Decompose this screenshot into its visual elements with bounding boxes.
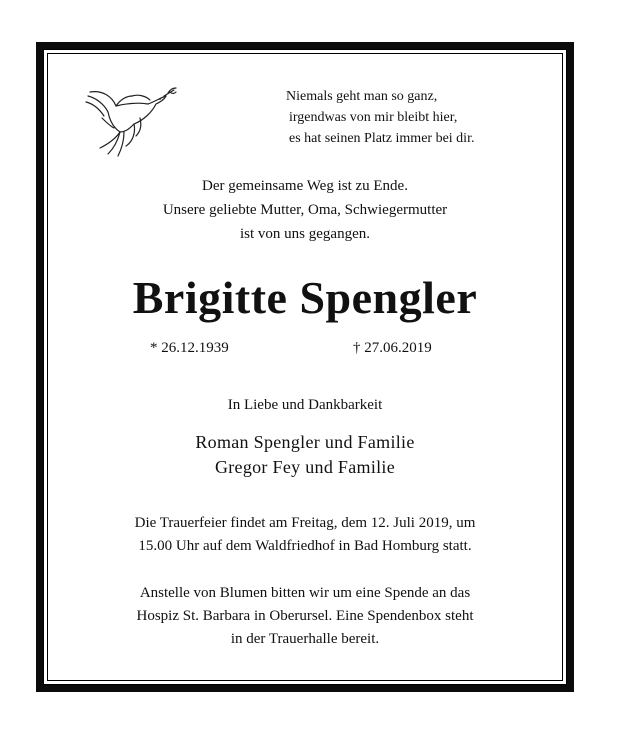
donation-line: Anstelle von Blumen bitten wir um eine Spende an das	[139, 585, 471, 601]
mourners-heading: In Liebe und Dankbarkeit	[227, 397, 383, 413]
intro-text	[36, 174, 574, 246]
donation-line: Hospiz St. Barbara in Oberursel. Eine Spendenbox steht	[136, 608, 474, 624]
poem-line: irgendwas von mir bleibt hier,	[289, 110, 458, 125]
funeral-notice	[36, 512, 574, 558]
poem-line: Niemals geht man so ganz,	[286, 89, 438, 104]
family-name: Roman Spengler und Familie	[195, 432, 415, 452]
deceased-name: Brigitte Spengler	[132, 272, 478, 323]
family-list	[36, 430, 574, 480]
intro-line: Der gemeinsame Weg ist zu Ende.	[202, 178, 408, 194]
poem-line: es hat seinen Platz immer bei dir.	[289, 131, 475, 146]
funeral-line: Die Trauerfeier findet am Freitag, dem 12. Juli 2019, um	[134, 515, 476, 531]
intro-line: Unsere geliebte Mutter, Oma, Schwiegermutter	[162, 202, 448, 218]
funeral-line: 15.00 Uhr auf dem Waldfriedhof in Bad Homburg statt.	[138, 538, 472, 554]
family-name: Gregor Fey und Familie	[214, 457, 396, 477]
donation-notice	[36, 582, 574, 651]
poem	[286, 86, 546, 149]
birth-date: * 26.12.1939	[150, 340, 229, 356]
intro-line: ist von uns gegangen.	[240, 226, 370, 242]
dove-icon	[80, 82, 180, 162]
death-date: † 27.06.2019	[353, 340, 432, 356]
donation-line: in der Trauerhalle bereit.	[230, 631, 380, 647]
